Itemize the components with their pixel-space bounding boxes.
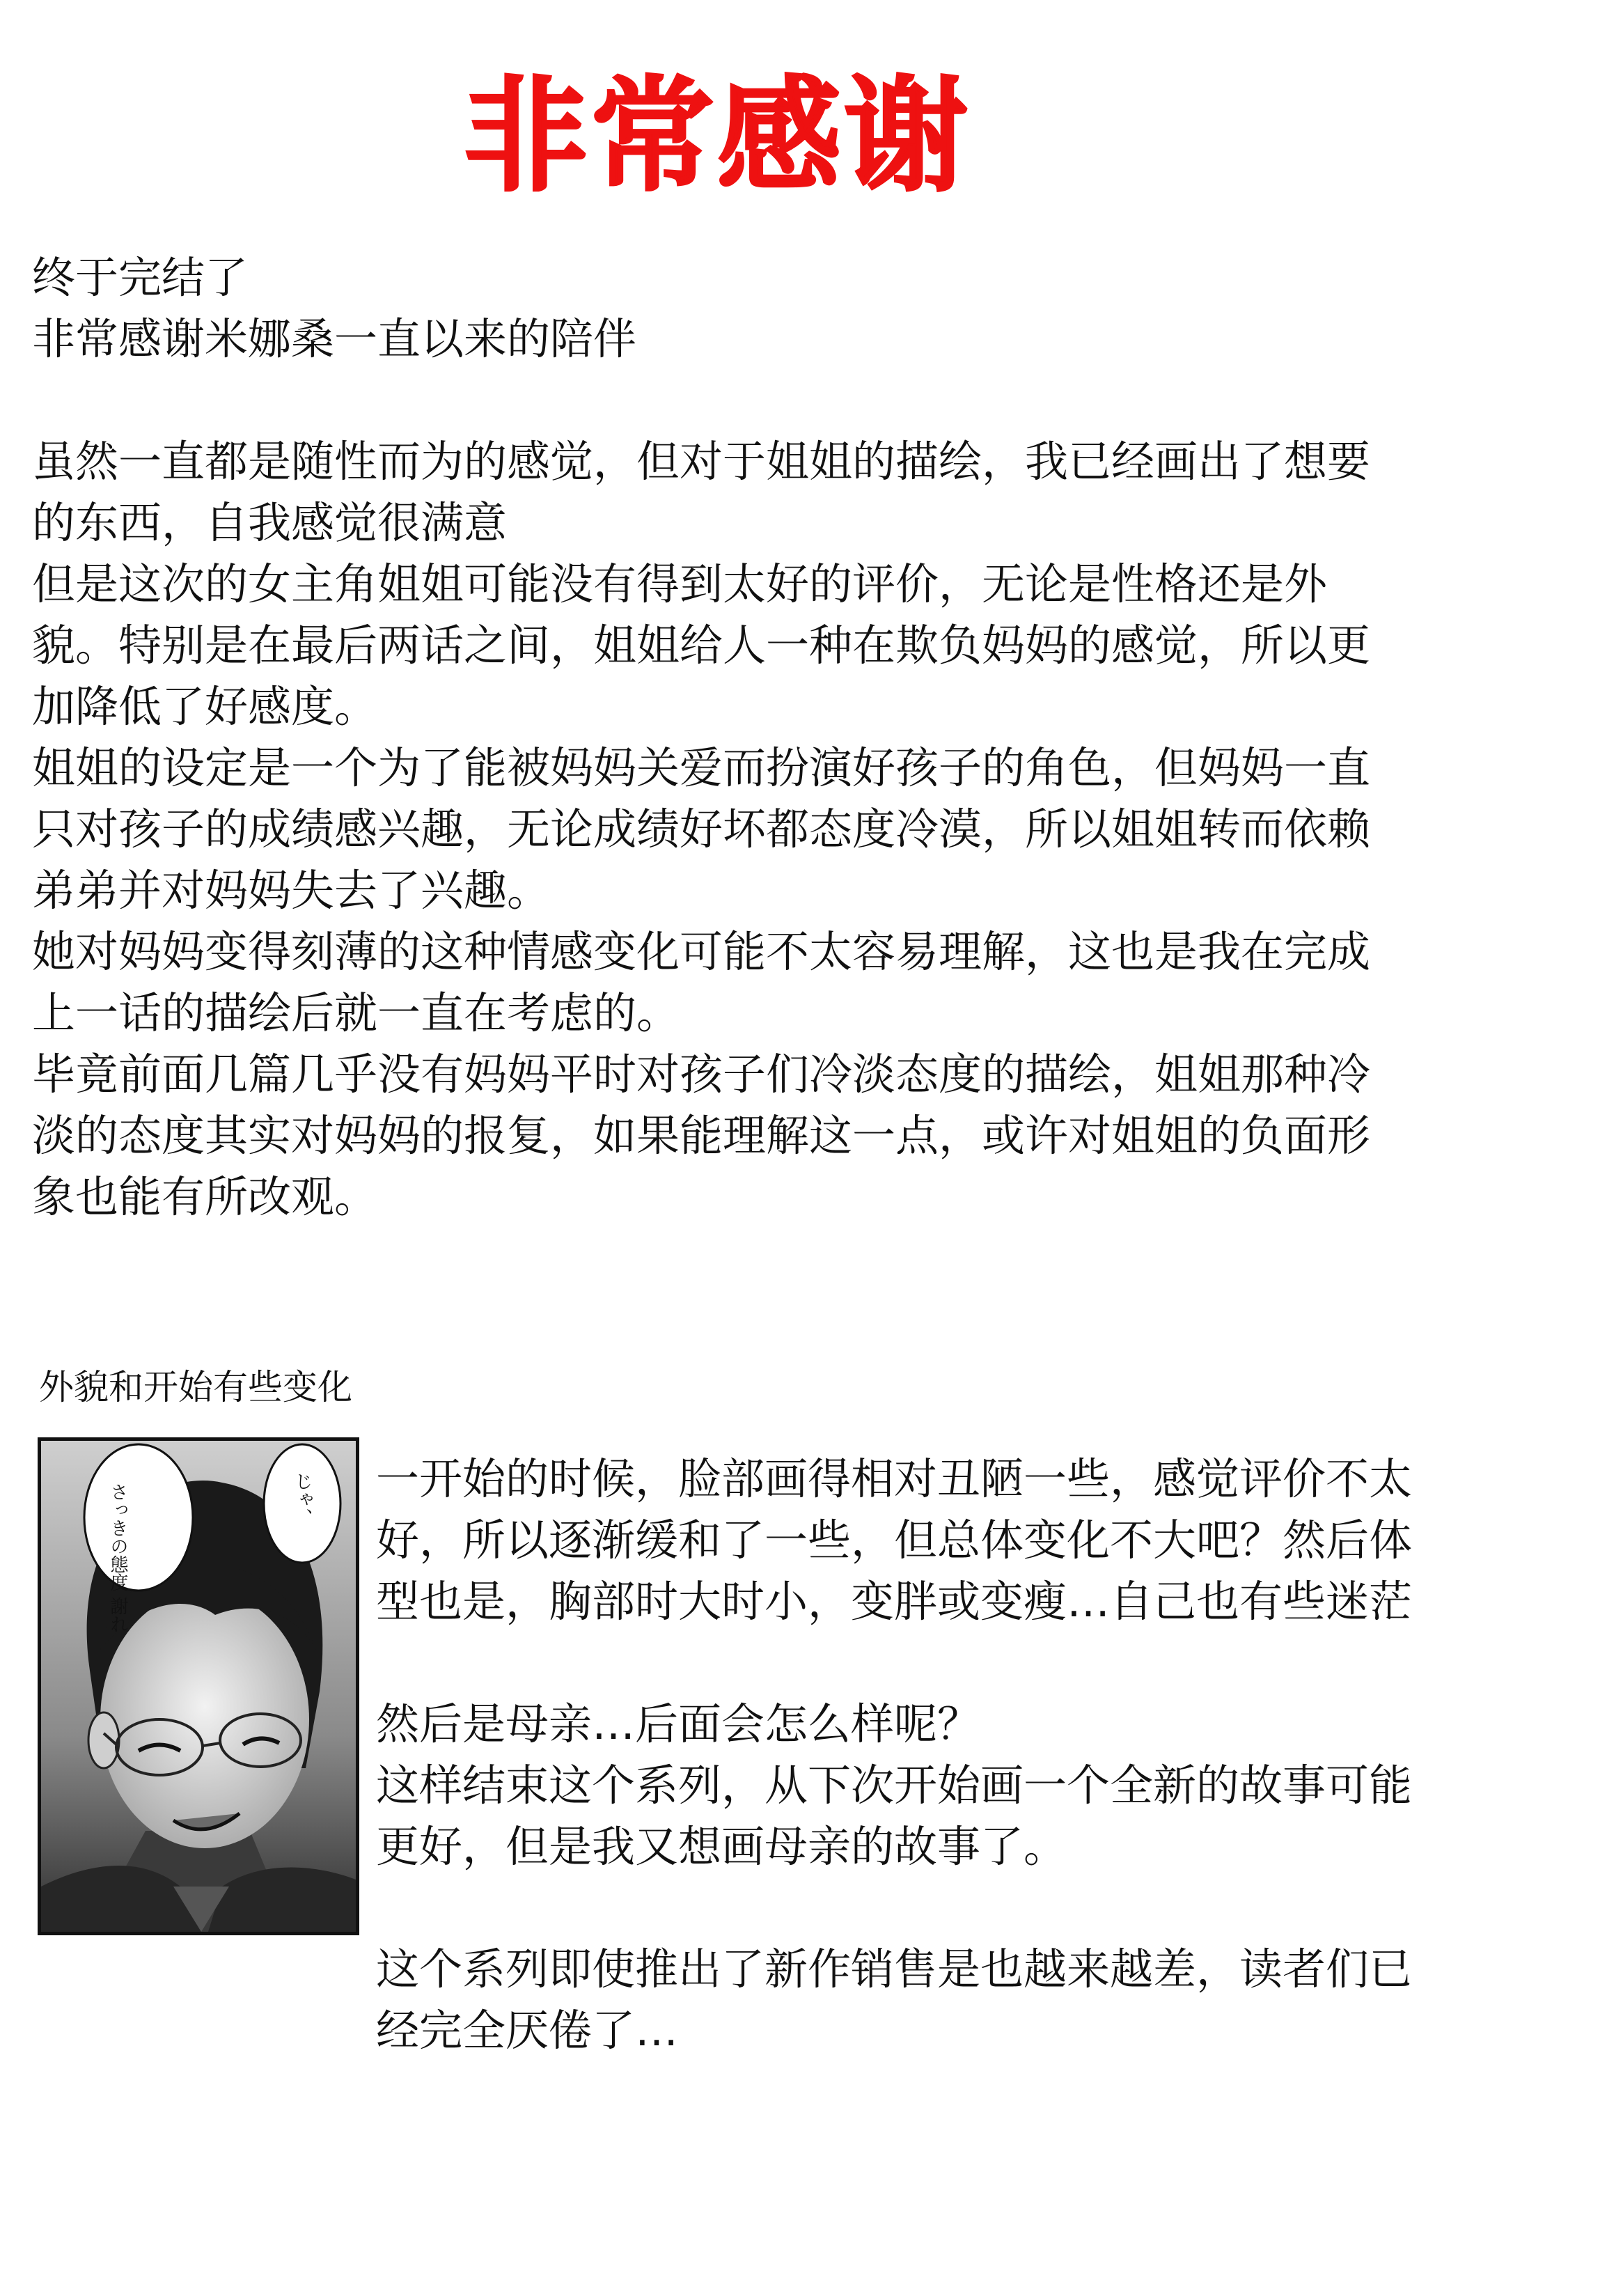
paragraph-gap <box>376 1877 1587 1939</box>
manga-panel-illustration <box>38 1437 359 1935</box>
character-drawing <box>41 1441 356 1932</box>
bubble-right-text: じゃ、 <box>292 1472 313 1526</box>
body-line: 象也能有所改观。 <box>32 1171 378 1222</box>
body-line: 弟弟并对妈妈失去了兴趣。 <box>32 865 551 916</box>
notes-line: 这个系列即使推出了新作销售是也越来越差，读者们已 <box>376 1944 1413 1994</box>
afterword-body <box>32 247 1592 1228</box>
body-line: 淡的态度其实对妈妈的报复，如果能理解这一点，或许对姐姐的负面形 <box>32 1110 1371 1161</box>
notes-line: 然后是母亲…后面会怎么样呢？ <box>376 1698 981 1749</box>
paragraph-gap <box>376 1632 1587 1694</box>
speech-bubble-left <box>84 1444 193 1591</box>
bubble-left-text: さっきの態度 謝れ <box>107 1483 128 1634</box>
body-line: 虽然一直都是随性而为的感觉，但对于姐姐的描绘，我已经画出了想要 <box>32 436 1371 487</box>
notes-line: 更好，但是我又想画母亲的故事了。 <box>376 1821 1067 1872</box>
notes-line: 经完全厌倦了… <box>376 2005 679 2056</box>
body-line: 的东西，自我感觉很满意 <box>32 497 508 548</box>
illustration-caption: 外貌和开始有些变化 <box>39 1367 352 1407</box>
body-line: 非常感谢米娜桑一直以来的陪伴 <box>32 313 637 364</box>
notes-line: 好，所以逐渐缓和了一些，但总体变化不大吧？然后体 <box>376 1515 1413 1565</box>
body-line: 上一话的描绘后就一直在考虑的。 <box>32 987 680 1038</box>
body-line: 姐姐的设定是一个为了能被妈妈关爱而扮演好孩子的角色，但妈妈一直 <box>32 742 1371 793</box>
body-line: 但是这次的女主角姐姐可能没有得到太好的评价，无论是性格还是外 <box>32 559 1328 609</box>
body-line: 终于完结了 <box>32 252 249 303</box>
body-line: 只对孩子的成绩感兴趣，无论成绩好坏都态度冷漠，所以姐姐转而依赖 <box>32 804 1371 854</box>
body-line: 加降低了好感度。 <box>32 681 378 732</box>
body-line: 她对妈妈变得刻薄的这种情感变化可能不太容易理解，这也是我在完成 <box>32 926 1371 977</box>
paragraph-gap <box>32 370 1592 431</box>
illustration-notes <box>376 1448 1587 2061</box>
notes-line: 一开始的时候，脸部画得相对丑陋一些，感觉评价不太 <box>376 1453 1413 1504</box>
body-line: 貌。特别是在最后两话之间，姐姐给人一种在欺负妈妈的感觉，所以更 <box>32 620 1371 671</box>
page-title: 非常感谢 <box>464 64 971 208</box>
notes-line: 型也是，胸部时大时小，变胖或变瘦…自己也有些迷茫 <box>376 1576 1413 1627</box>
body-line: 毕竟前面几篇几乎没有妈妈平时对孩子们冷淡态度的描绘，姐姐那种冷 <box>32 1049 1371 1100</box>
notes-line: 这样结束这个系列，从下次开始画一个全新的故事可能 <box>376 1760 1413 1811</box>
